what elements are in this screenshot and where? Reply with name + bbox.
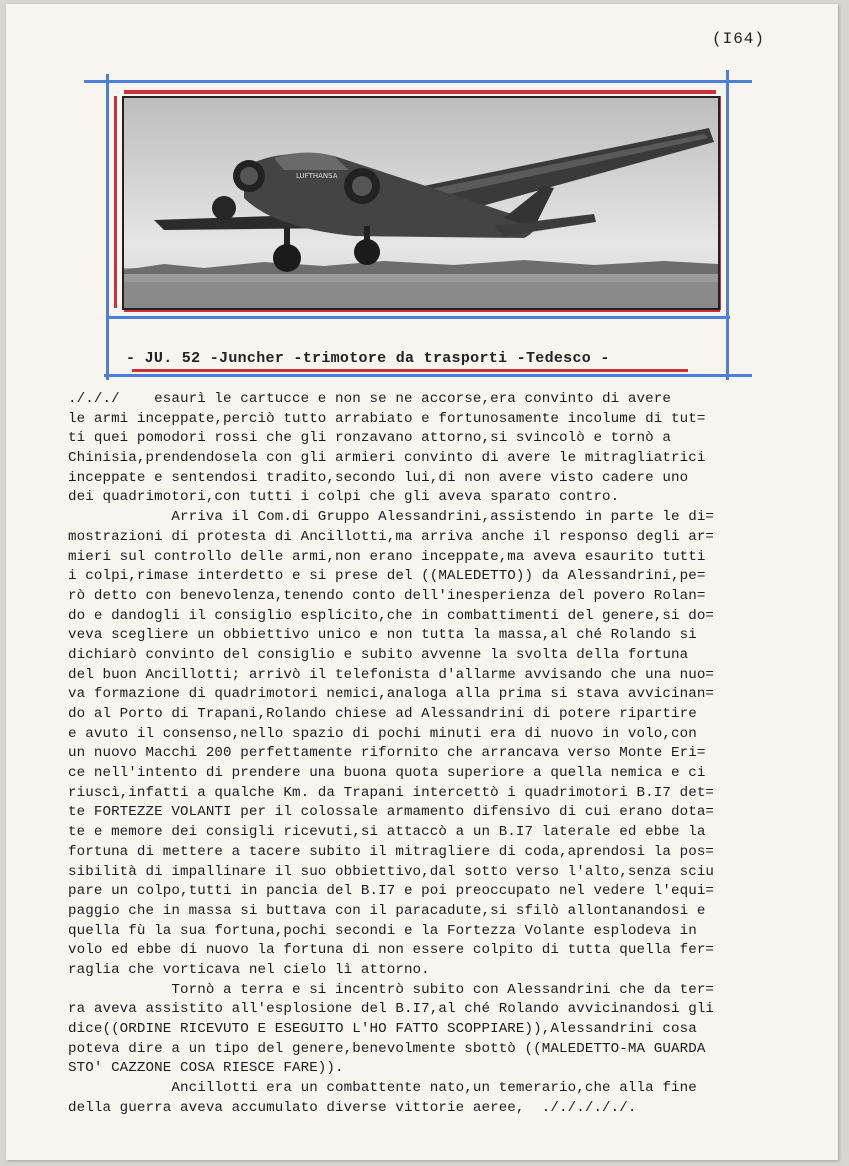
- text-line: Ancillotti era un combattente nato,un temerario,che alla fine: [68, 1080, 697, 1097]
- text-line: le armi inceppate,perciò tutto arrabiato e fortunosamente incolume di tut=: [68, 410, 706, 427]
- frame-line-caption-blue: [104, 374, 752, 377]
- page-number: (I64): [712, 30, 766, 48]
- text-line: te FORTEZZE VOLANTI per il colossale armamento difensivo di cui erano dota=: [68, 804, 715, 821]
- text-line: va formazione di quadrimotori nemici,analoga alla prima si stava avvicinan=: [68, 686, 715, 703]
- frame-line-left-blue: [106, 74, 109, 380]
- text-line: volo ed ebbe di nuovo la fortuna di non essere colpito di tutta quella fer=: [68, 942, 715, 959]
- text-line: do e dandogli il consiglio esplicito,che in combattimenti del genere,si do=: [68, 607, 715, 624]
- frame-line-top-blue: [84, 80, 752, 83]
- text-line: Arriva il Com.di Gruppo Alessandrini,assistendo in parte le di=: [68, 509, 715, 526]
- text-line: dichiarò convinto del consiglio e subito avvenne la svolta della fortuna: [68, 646, 689, 663]
- text-line: fortuna di mettere a tacere subito il mitragliere di coda,aprendosi la pos=: [68, 843, 715, 860]
- text-line: mieri sul controllo delle armi,non erano inceppate,ma aveva esaurito tutti: [68, 548, 706, 565]
- text-line: del buon Ancillotti; arrivò il telefonista d'allarme avvisando che una nuo=: [68, 666, 715, 683]
- photo-caption: - JU. 52 -Juncher -trimotore da trasporti -Tedesco -: [126, 350, 610, 367]
- text-line: ./././ esaurì le cartucce e non se ne accorse,era convinto di avere: [68, 391, 671, 407]
- text-line: do al Porto di Trapani,Rolando chiese ad Alessandrini di potere ripartire: [68, 706, 697, 722]
- text-line: inceppate e sentendosi tradito,secondo lui,di non avere visto cadere uno: [68, 469, 689, 486]
- text-line: rò detto con benevolenza,tenendo conto dell'inesperienza del povero Rolan=: [68, 587, 706, 604]
- text-line: Chinisia,prendendosela con gli armieri convinto di avere le mitragliatrici: [68, 450, 706, 467]
- text-line: paggio che in massa si buttava con il paracadute,si sfilò allontanandosi e: [68, 902, 706, 919]
- text-line: ra aveva assistito all'esplosione del B.I7,al ché Rolando avvicinandosi gli: [68, 1001, 715, 1018]
- frame-line-left-red: [114, 96, 117, 308]
- text-line: riuscì,infatti a qualche Km. da Trapani intercettò i quadrimotori B.I7 det=: [68, 784, 715, 801]
- text-line: i colpi,rimase interdetto e si prese del ((MALEDETTO)) da Alessandrini,pe=: [68, 568, 706, 585]
- text-line: pare un colpo,tutti in pancia del B.I7 e poi preoccupato nel vedere l'equi=: [68, 883, 715, 900]
- frame-line-right-blue: [726, 70, 729, 380]
- text-line: ce nell'intento di prendere una buona quota superiore a quella nemica e ci: [68, 765, 706, 782]
- text-line: Tornò a terra e si incentrò subito con Alessandrini che da ter=: [68, 981, 715, 998]
- text-line: quella fù la sua fortuna,pochi secondi e la Fortezza Volante esplodeva in: [68, 922, 697, 939]
- text-line: veva scegliere un obbiettivo unico e non tutta la massa,al ché Rolando si: [68, 627, 697, 644]
- aircraft-photo: [122, 96, 720, 310]
- text-line: STO' CAZZONE COSA RIESCE FARE)).: [68, 1060, 344, 1077]
- frame-line-bottom-blue: [106, 316, 730, 319]
- text-line: mostrazioni di protesta di Ancillotti,ma arriva anche il responso degli ar=: [68, 528, 715, 545]
- frame-line-top-red: [124, 90, 716, 94]
- fuselage-lettering: LUFTHANSA: [296, 172, 338, 180]
- typewritten-body: [68, 390, 838, 1118]
- text-line: ti quei pomodori rossi che gli ronzavano attorno,si svincolò e tornò a: [68, 430, 671, 447]
- caption-underline-red: [132, 369, 688, 372]
- text-line: un nuovo Macchi 200 perfettamente rifornito che arrancava verso Monte Eri=: [68, 745, 706, 762]
- text-line: della guerra aveva accumulato diverse vittorie aeree, ./././././.: [68, 1099, 637, 1116]
- airplane-icon: [124, 98, 718, 308]
- text-line: dice((ORDINE RICEVUTO E ESEGUITO L'HO FATTO SCOPPIARE)),Alessandrini cosa: [68, 1021, 697, 1037]
- text-line: poteva dire a un tipo del genere,benevolmente sbottò ((MALEDETTO-MA GUARDA: [68, 1040, 706, 1057]
- text-line: e avuto il consenso,nello spazio di pochi minuti era di nuovo in volo,con: [68, 725, 697, 742]
- text-line: dei quadrimotori,con tutti i colpi che gli aveva sparato contro.: [68, 489, 620, 506]
- text-line: raglia che vorticava nel cielo lì attorno.: [68, 961, 430, 978]
- document-page: [6, 4, 838, 1160]
- text-line: te e memore dei consigli ricevuti,si attaccò a un B.I7 laterale ed ebbe la: [68, 824, 706, 841]
- text-line: sibilità di impallinare il suo obbiettivo,dal sotto verso l'alto,senza sciu: [68, 863, 715, 880]
